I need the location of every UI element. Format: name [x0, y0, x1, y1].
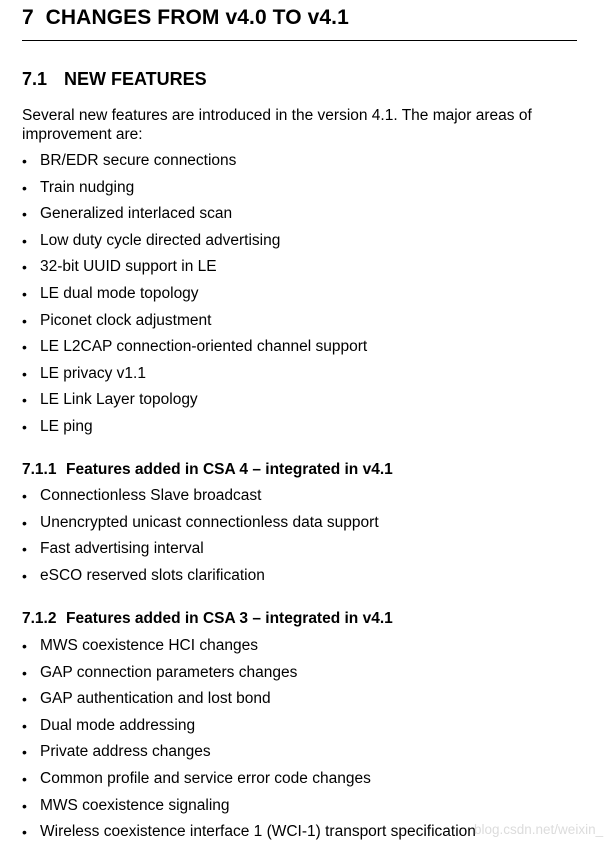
list-item: [22, 201, 367, 228]
list-item-text: Piconet clock adjustment: [40, 311, 212, 329]
subsection-number: 7.1: [22, 69, 48, 89]
section-title: CHANGES FROM v4.0 TO v4.1: [45, 6, 349, 29]
list-item: [22, 281, 367, 308]
list-item: [22, 660, 476, 687]
bullet-icon: •: [22, 567, 27, 584]
list-item-text: Connectionless Slave broadcast: [40, 487, 262, 504]
csa4-features-list: [22, 483, 379, 589]
list-item: [22, 536, 379, 563]
list-item-text: GAP connection parameters changes: [40, 663, 298, 681]
bullet-icon: •: [22, 206, 27, 223]
list-item-text: eSCO reserved slots clarification: [40, 566, 265, 584]
list-item-text: Common profile and service error code changes: [40, 769, 371, 787]
list-item-text: LE privacy v1.1: [40, 364, 146, 382]
list-item-text: Unencrypted unicast connectionless data support: [40, 513, 379, 531]
list-item-text: Generalized interlaced scan: [40, 205, 233, 223]
list-item: [22, 387, 367, 414]
list-item: [22, 563, 379, 590]
list-item-text: Fast advertising interval: [40, 540, 204, 558]
bullet-icon: •: [22, 514, 27, 531]
list-item: [22, 175, 367, 202]
bullet-icon: •: [22, 797, 27, 814]
subsection-title: Features added in CSA 3 – integrated in v4.1: [66, 610, 393, 627]
list-item: [22, 308, 367, 335]
bullet-icon: •: [22, 824, 27, 841]
bullet-icon: •: [22, 232, 27, 249]
list-item-text: GAP authentication and lost bond: [40, 690, 271, 708]
list-item-text: Wireless coexistence interface 1 (WCI-1) transport specification: [40, 823, 476, 841]
bullet-icon: •: [22, 664, 27, 681]
list-item: [22, 483, 379, 510]
subsection-title: Features added in CSA 4 – integrated in v4.1: [66, 461, 393, 478]
bullet-icon: •: [22, 418, 27, 435]
subsection-title: NEW FEATURES: [64, 69, 207, 89]
list-item-text: LE dual mode topology: [40, 284, 199, 302]
list-item: [22, 361, 367, 388]
subsection-number: 7.1.2: [22, 610, 57, 627]
bullet-icon: •: [22, 179, 27, 196]
subsection-heading-new-features: [22, 69, 207, 90]
bullet-icon: •: [22, 285, 27, 302]
new-features-list: [22, 148, 367, 441]
list-item-text: BR/EDR secure connections: [40, 152, 237, 169]
list-item: [22, 713, 476, 740]
list-item: [22, 766, 476, 793]
bullet-icon: •: [22, 638, 27, 654]
section-number: 7: [22, 6, 34, 29]
list-item: [22, 686, 476, 713]
bullet-icon: •: [22, 488, 27, 504]
list-item-text: Train nudging: [40, 178, 135, 196]
list-item: [22, 793, 476, 820]
subsection-heading-csa4: [22, 461, 393, 479]
list-item-text: LE L2CAP connection-oriented channel support: [40, 338, 368, 356]
list-item: [22, 739, 476, 766]
intro-paragraph: Several new features are introduced in the version 4.1. The major areas of improvement are:: [22, 107, 532, 143]
bullet-icon: •: [22, 770, 27, 787]
list-item-text: MWS coexistence signaling: [40, 796, 230, 814]
list-item: [22, 414, 367, 441]
bullet-icon: •: [22, 153, 27, 169]
list-item: [22, 228, 367, 255]
list-item-text: Low duty cycle directed advertising: [40, 231, 281, 249]
watermark: blog.csdn.net/weixin_: [474, 822, 604, 837]
section-heading: [22, 6, 349, 30]
bullet-icon: •: [22, 744, 27, 761]
bullet-icon: •: [22, 339, 27, 356]
list-item: [22, 633, 476, 660]
list-item-text: Dual mode addressing: [40, 716, 196, 734]
csa3-features-list: [22, 633, 476, 846]
list-item: [22, 334, 367, 361]
section-heading-rule: [22, 40, 577, 41]
list-item: [22, 819, 476, 846]
subsection-number: 7.1.1: [22, 461, 57, 478]
list-item: [22, 254, 367, 281]
list-item: [22, 148, 367, 175]
list-item: [22, 510, 379, 537]
bullet-icon: •: [22, 259, 27, 276]
bullet-icon: •: [22, 312, 27, 329]
bullet-icon: •: [22, 392, 27, 409]
subsection-heading-csa3: [22, 610, 393, 628]
bullet-icon: •: [22, 365, 27, 382]
list-item-text: MWS coexistence HCI changes: [40, 637, 258, 654]
bullet-icon: •: [22, 541, 27, 558]
list-item-text: LE Link Layer topology: [40, 391, 198, 409]
bullet-icon: •: [22, 717, 27, 734]
list-item-text: Private address changes: [40, 743, 211, 761]
list-item-text: LE ping: [40, 417, 93, 435]
list-item-text: 32-bit UUID support in LE: [40, 258, 217, 276]
bullet-icon: •: [22, 691, 27, 708]
